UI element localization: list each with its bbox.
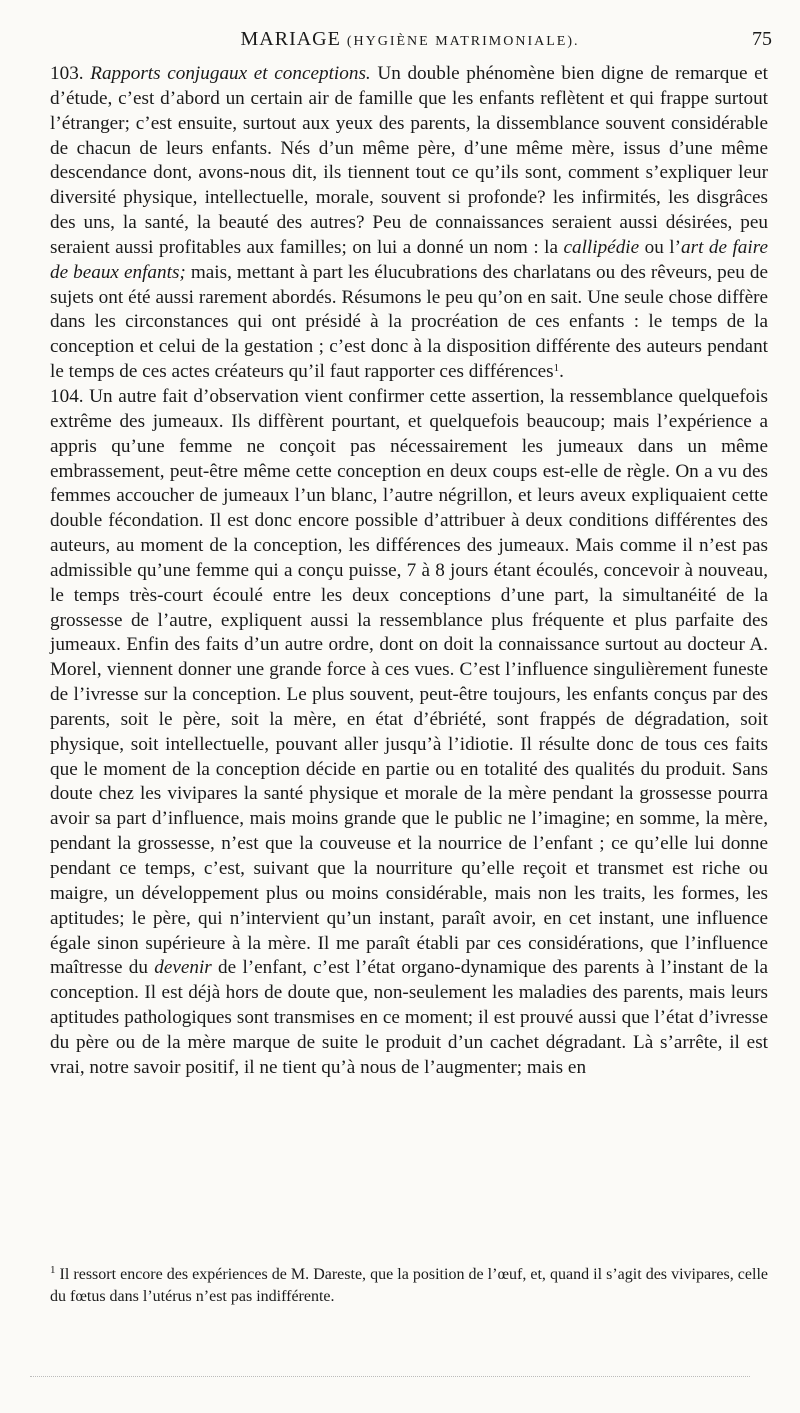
running-title-sub: (HYGIÈNE MATRIMONIALE). bbox=[346, 34, 580, 49]
paragraph-text: Un autre fait d’observation vient confirmer cette assertion, la ressemblance quelquefois extrême des jumeaux. Ils diffèrent pourtant, et quelquefois beaucoup; mais l’expérience a appris qu’une femme ne conçoit pas nécessairement les jumeaux dans un même embrassement, peut-être même cette conception en deux coups est-elle de règle. On a vu des femmes accoucher de jumeaux l’un blanc, l’autre négrillon, et leurs aveux expliquaient cette double fécondation. Il est donc encore possible d’attribuer à deux conditions différentes des auteurs, au moment de la conception, les différences des jumeaux. Mais comme il n’est pas admissible qu’une femme qui a conçu puisse, 7 à 8 jours étant écoulés, concevoir à nouveau, le temps très-court écoulé entre les deux conceptions d’une part, la simultanéité de la grossesse de l’autre, expliquent aussi la ressemblance plus fréquente et plus parfaite des jumeaux. Enfin des faits d’un autre ordre, dont on doit la connaissance surtout au docteur A. Morel, viennent donner une grande force à ces vues. C’est l’influence singulièrement funeste de l’ivresse sur la conception. Le plus souvent, peut-être toujours, les enfants conçus par des parents, soit le père, soit la mère, en état d’ébriété, sont frappés de dégradation, soit physique, soit intellectuelle, pouvant aller jusqu’à l’idiotie. Il résulte donc de tous ces faits que le moment de la conception décide en partie ou en totalité des qualités du produit. Sans doute chez les vivipares la santé physique et morale de la mère pendant la grossesse pourra avoir sa part d’influence, mais moins grande que le public ne l’imagine; en somme, la mère, pendant la grossesse, n’est que la couveuse et la nourrice de l’enfant ; ce qu’elle lui donne pendant ce temps, c’est, suivant que la nourriture qu’elle reçoit et transmet est riche ou maigre, un développement plus ou moins considérable, mais non les traits, les formes, les aptitudes; le père, qui n’intervient qu’un instant, paraît avoir, en cet instant, une influence égale sinon supérieure à la mère. Il me paraît établi par ces considérations, que l’influence maîtresse du bbox=[50, 385, 768, 979]
footnote-text: Il ressort encore des expériences de M. Dareste, que la position de l’œuf, et, quand il s’agit des vivipares, celle du fœtus dans l’utérus n’est pas indifférente. bbox=[50, 1266, 768, 1305]
paragraph-103 bbox=[50, 62, 768, 385]
footnote-marker: 1 bbox=[50, 1264, 56, 1276]
running-title-main: MARIAGE bbox=[240, 28, 341, 50]
bottom-divider bbox=[30, 1376, 750, 1379]
paragraph-number: 103. bbox=[50, 63, 84, 84]
paragraph-text: mais, mettant à part les élucubrations des charlatans ou des rêveurs, peu de sujets ont été aussi rarement abordés. Résumons le peu qu’on en sait. Une seule chose diffère dans les circonstances qui ont présidé à la procréation de ces enfants : le temps de la conception et celui de la gestation ; c’est donc à la disposition différente des auteurs pendant le temps de ces actes créateurs qu’il faut rapporter ces différences bbox=[50, 261, 768, 383]
page-header bbox=[48, 28, 772, 58]
paragraph-number: 104. bbox=[50, 385, 84, 407]
paragraph-text: de l’enfant, c’est l’état organo-dynamique des parents à l’instant de la conception. Il est déjà hors de doute que, non-seulement les maladies des parents, mais leurs aptitudes pathologiques sont transmises en ce moment; il est prouvé aussi que l’état d’ivresse du père ou de la mère marque de suite le produit d’un cachet dégradant. Là s’arrête, il est vrai, notre savoir positif, il ne tient qu’à nous de l’augmenter; mais en bbox=[50, 957, 768, 1078]
paragraph-heading: Rapports conjugaux et conceptions. bbox=[90, 63, 371, 84]
italic-term: callipédie bbox=[563, 236, 640, 258]
footnote-reference: 1 bbox=[553, 362, 560, 375]
footnotes bbox=[50, 1264, 768, 1308]
paragraph-text: . bbox=[559, 361, 564, 383]
body-text bbox=[50, 62, 768, 1081]
italic-term: art de faire de beaux enfants; bbox=[50, 236, 768, 283]
running-title bbox=[48, 28, 772, 51]
paragraph-text: Un double phénomène bien digne de remarque et d’étude, c’est d’abord un certain air de famille que les enfants reflètent et qui frappe surtout l’étranger; c’est ensuite, surtout aux yeux des parents, la dissemblance souvent considérable de chacun de leurs enfants. Nés d’un même père, d’une même mère, issus d’une même descendance dont, avons-nous dit, ils tiennent tout ce qu’ils sont, comment s’expliquer leur diversité physique, intellectuelle, morale, souvent si profonde? les infirmités, les disgrâces des uns, la santé, la beauté des autres? Peu de connaissances seraient aussi désirées, peu seraient aussi profitables aux familles; on lui a donné un nom : la bbox=[50, 63, 768, 258]
italic-term: devenir bbox=[154, 957, 212, 979]
page-number: 75 bbox=[752, 28, 772, 50]
paragraph-text: ou l’ bbox=[639, 236, 682, 258]
footnote bbox=[50, 1264, 768, 1308]
paragraph-104 bbox=[50, 385, 768, 1081]
